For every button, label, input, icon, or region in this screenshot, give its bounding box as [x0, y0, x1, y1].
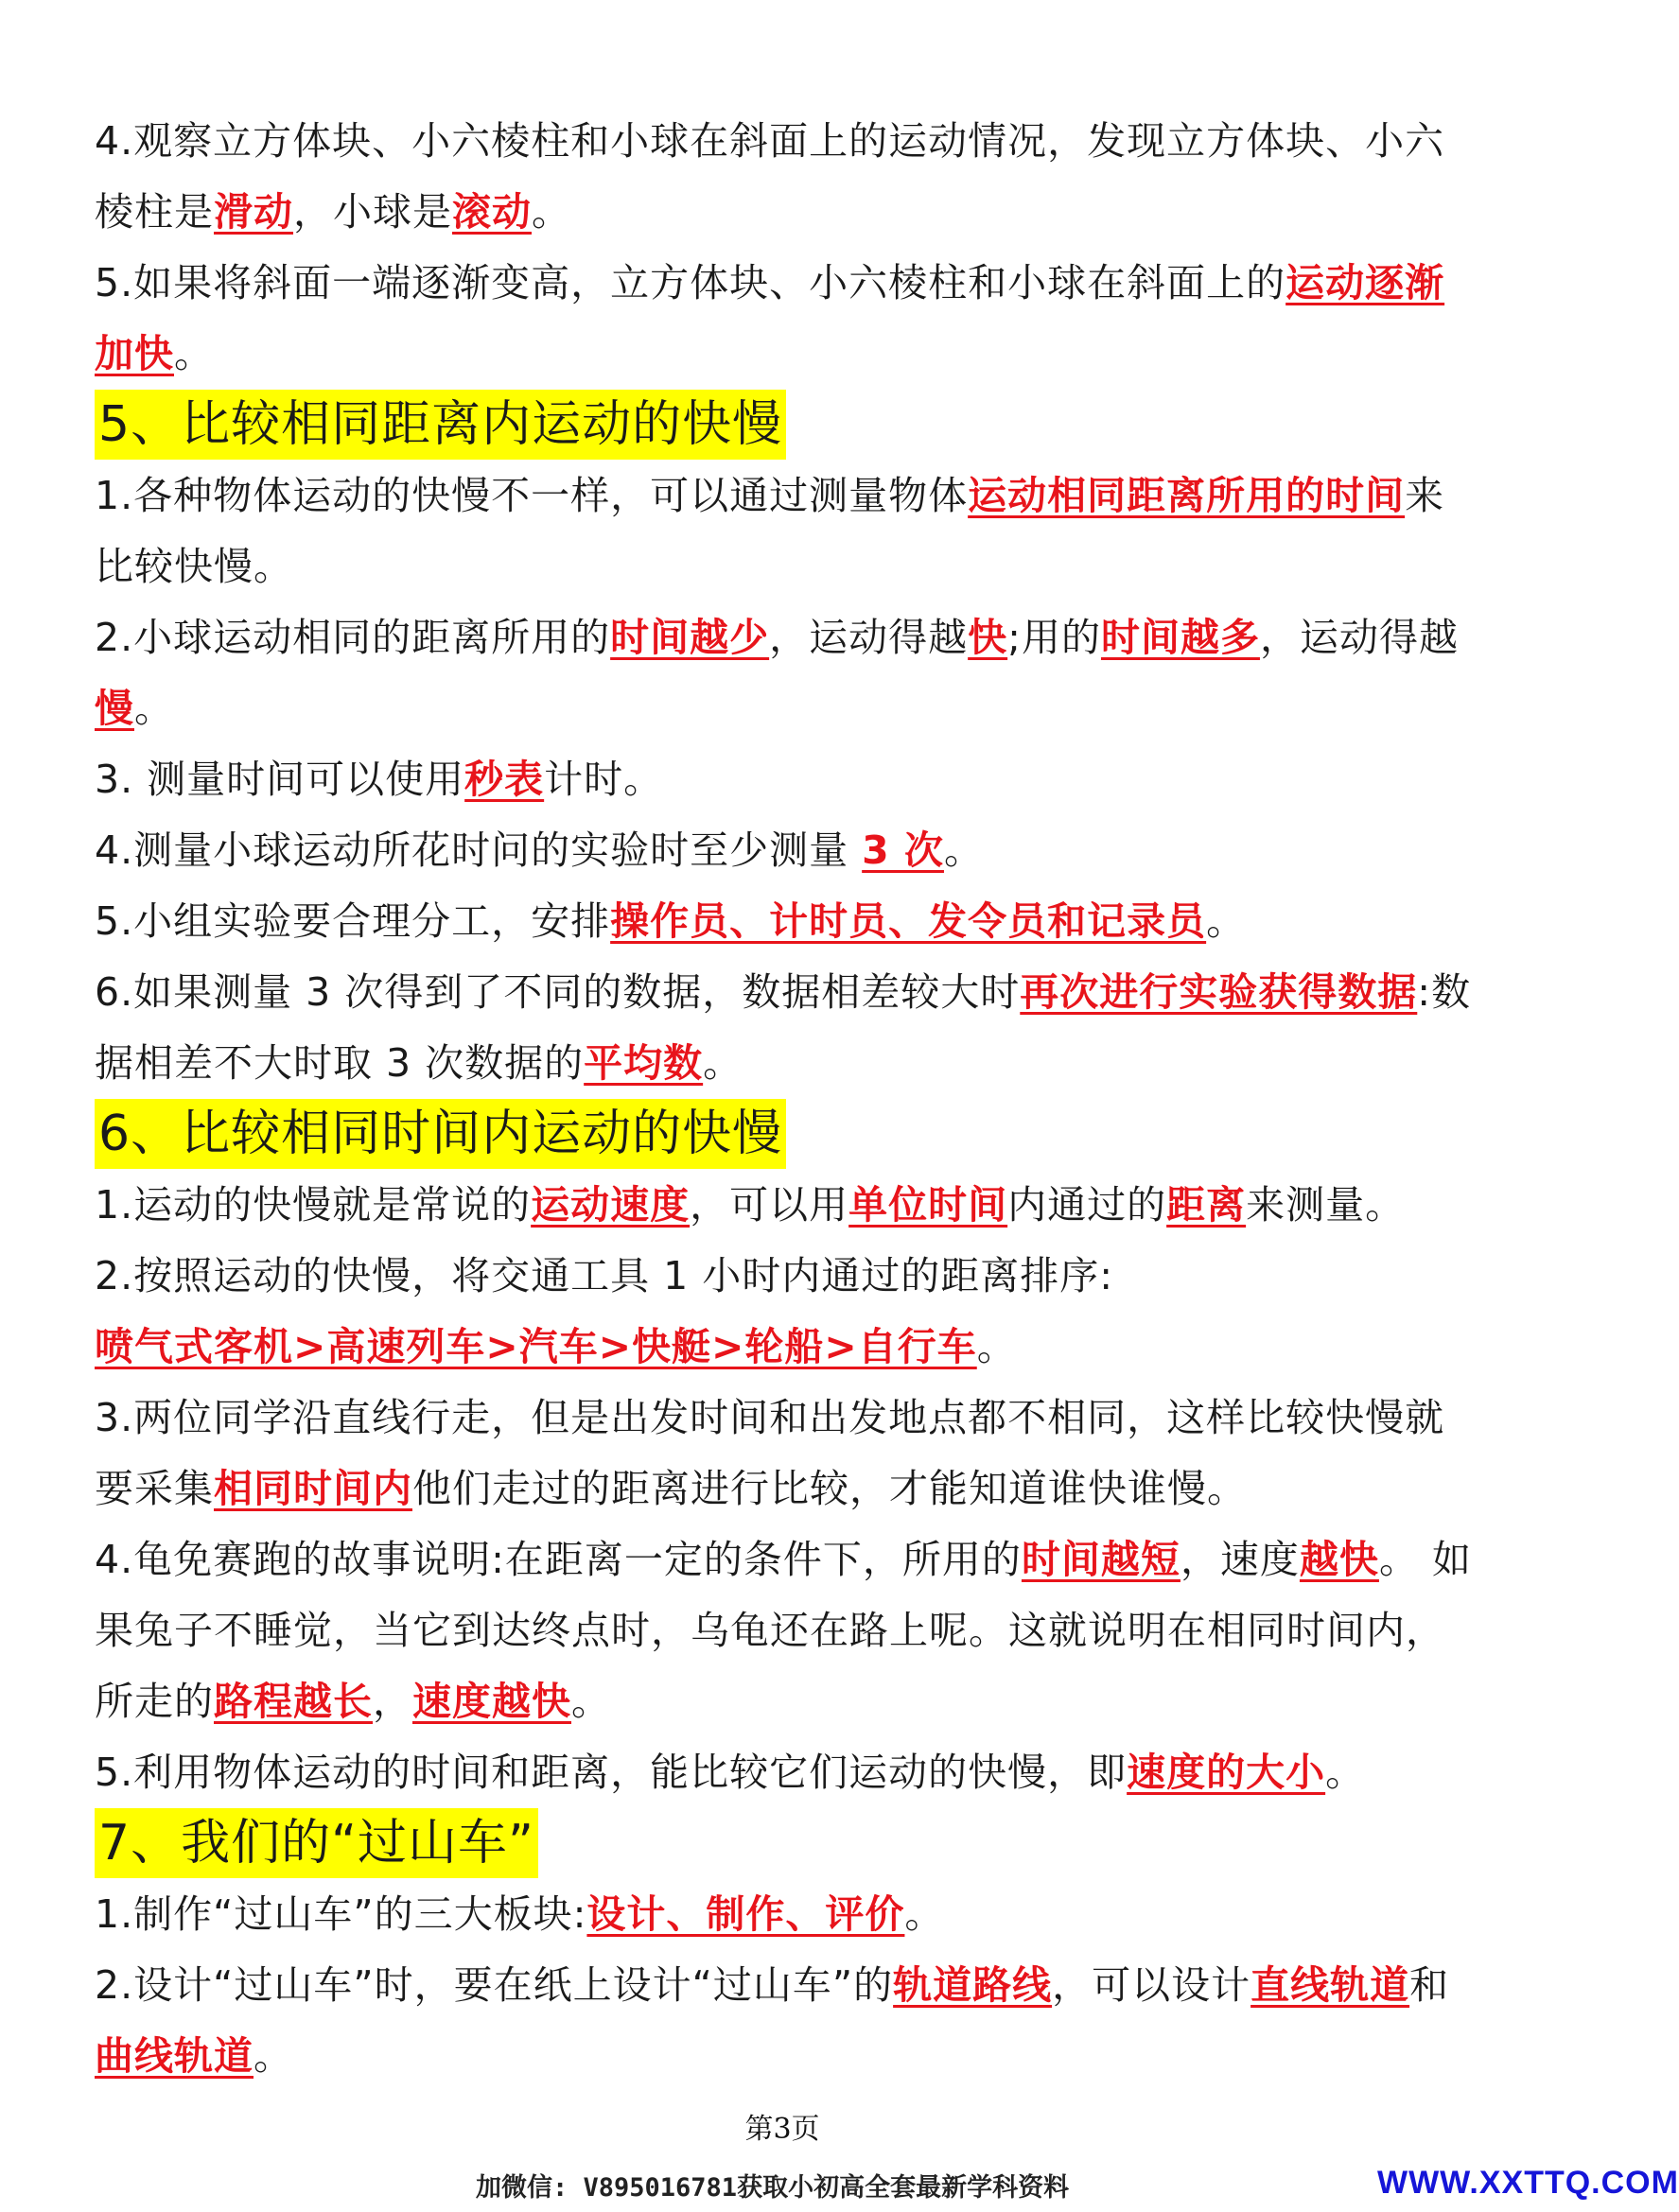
list-item	[95, 744, 1476, 815]
list-item	[95, 248, 1476, 390]
body-text: 2.按照运动的快慢，将交通工具 1 小时内通过的距离排序:	[95, 1253, 1114, 1298]
key-term: 平均数	[584, 1040, 704, 1086]
list-item	[95, 1737, 1476, 1808]
body-text: ，	[373, 1679, 412, 1724]
body-text: 。	[703, 1040, 743, 1086]
section-6	[95, 1099, 1476, 1808]
body-text: 内通过的	[1007, 1182, 1167, 1228]
body-text: 。	[134, 686, 174, 731]
body-text: 。	[254, 2033, 293, 2079]
key-term: 操作员、计时员、发令员和记录员	[610, 898, 1207, 944]
key-term: 时间越短	[1021, 1537, 1181, 1582]
key-term: 相同时间内	[214, 1466, 412, 1511]
key-term: 滚动	[452, 189, 532, 235]
body-text: 。	[976, 1324, 1017, 1369]
body-text: 1.运动的快慢就是常说的	[95, 1182, 532, 1228]
body-text: :数据相差不大时取 3 次数据的	[95, 969, 1472, 1086]
key-term: 越快	[1299, 1537, 1379, 1582]
body-text: 3. 测量时间可以使用	[95, 757, 465, 802]
list-item	[95, 1241, 1476, 1312]
body-text: ，运动得越	[1259, 615, 1459, 660]
body-text: 6.如果测量 3 次得到了不同的数据，数据相差较大时	[95, 969, 1021, 1015]
key-term: 曲线轨道	[95, 2033, 254, 2079]
key-term: 再次进行实验获得数据	[1020, 969, 1418, 1015]
body-text: 。	[1325, 1750, 1366, 1795]
section-5	[95, 390, 1476, 1099]
key-term: 运动速度	[531, 1182, 691, 1228]
key-term: 时间越少	[610, 615, 770, 660]
list-item	[95, 602, 1476, 744]
key-term: 设计、制作、评价	[586, 1891, 905, 1937]
body-text: ;用的	[1007, 615, 1101, 660]
list-item	[95, 886, 1476, 957]
list-item	[95, 1950, 1476, 2092]
list-item	[95, 1312, 1476, 1383]
body-text: 。	[1206, 898, 1247, 944]
section-6-title: 6、比较相同时间内运动的快慢	[95, 1099, 786, 1169]
body-text: 3.两位同学沿直线行走，但是出发时间和出发地点都不相同，这样比较快慢就要采集	[95, 1395, 1445, 1511]
section-4-tail	[95, 106, 1476, 390]
key-term: 速度的大小	[1127, 1750, 1326, 1795]
body-text: 。	[174, 331, 214, 376]
list-item	[95, 957, 1476, 1099]
list-item	[95, 1879, 1476, 1950]
key-term: 直线轨道	[1251, 1962, 1410, 2008]
key-term: 路程越长	[214, 1679, 373, 1724]
body-text: 和	[1409, 1962, 1450, 2008]
body-text: ，可以用	[690, 1182, 849, 1228]
key-term: 时间越多	[1100, 615, 1260, 660]
body-text: 。	[904, 1891, 945, 1937]
list-item	[95, 1383, 1476, 1524]
body-text: 5.利用物体运动的时间和距离，能比较它们运动的快慢，即	[95, 1750, 1128, 1795]
key-term: 轨道路线	[893, 1962, 1053, 2008]
key-term: 速度越快	[412, 1679, 571, 1724]
list-item	[95, 815, 1476, 886]
key-term: 慢	[95, 686, 134, 731]
body-text: 2.小球运动相同的距离所用的	[95, 615, 611, 660]
key-term: 秒表	[464, 757, 545, 802]
body-text: ，小球是	[293, 189, 452, 235]
document-body	[95, 106, 1476, 2092]
body-text: 计时。	[544, 757, 664, 802]
key-term: 喷气式客机>高速列车>汽车>快艇>轮船>自行车	[95, 1324, 977, 1369]
list-item	[95, 1170, 1476, 1241]
body-text: 来测量。	[1246, 1182, 1406, 1228]
key-term: 快	[968, 615, 1008, 660]
key-term: 滑动	[214, 189, 293, 235]
key-term: 运动相同距离所用的时间	[968, 473, 1406, 518]
body-text: 2.设计“过山车”时，要在纸上设计“过山车”的	[95, 1962, 894, 2008]
body-text: 4.观察立方体块、小六棱柱和小球在斜面上的运动情况，发现立方体块、小六棱柱是	[95, 118, 1445, 235]
list-item	[95, 1524, 1476, 1737]
body-text: ，运动得越	[769, 615, 969, 660]
key-term: 运动逐渐加快	[95, 260, 1445, 376]
section-7	[95, 1808, 1476, 2092]
key-term: 单位时间	[848, 1182, 1008, 1228]
body-text: 来比较快慢。	[95, 473, 1445, 589]
body-text: 5.如果将斜面一端逐渐变高，立方体块、小六棱柱和小球在斜面上的	[95, 260, 1286, 305]
site-link[interactable]: WWW.XXTTQ.COM	[1377, 2165, 1679, 2201]
list-item	[95, 106, 1476, 248]
list-item	[95, 461, 1476, 602]
body-text: 4.测量小球运动所花时问的实验时至少测量	[95, 827, 863, 873]
body-text: 5.小组实验要合理分工，安排	[95, 898, 611, 944]
key-term: 距离	[1166, 1182, 1247, 1228]
key-term: 3 次	[862, 827, 944, 873]
body-text: ，可以设计	[1052, 1962, 1251, 2008]
body-text: 。	[571, 1679, 611, 1724]
body-text: 4.龟免赛跑的故事说明:在距离一定的条件下，所用的	[95, 1537, 1022, 1582]
page-number: 第3页	[744, 2113, 820, 2146]
body-text: 。	[532, 189, 571, 235]
body-text: 。	[943, 827, 984, 873]
body-text: 他们走过的距离进行比较，才能知道谁快谁慢。	[412, 1466, 1247, 1511]
body-text: ，速度	[1180, 1537, 1300, 1582]
body-text: 1.各种物体运动的快慢不一样，可以通过测量物体	[95, 473, 969, 518]
footer-note: 加微信: V895016781获取小初高全套最新学科资料	[476, 2173, 1070, 2203]
section-7-title: 7、我们的“过山车”	[95, 1808, 538, 1878]
body-text: 。 如果兔子不睡觉，当它到达终点时，乌龟还在路上呢。这就说明在相同时间内，所走的	[95, 1537, 1472, 1724]
body-text: 1.制作“过山车”的三大板块:	[95, 1891, 587, 1937]
section-5-title: 5、比较相同距离内运动的快慢	[95, 390, 786, 460]
